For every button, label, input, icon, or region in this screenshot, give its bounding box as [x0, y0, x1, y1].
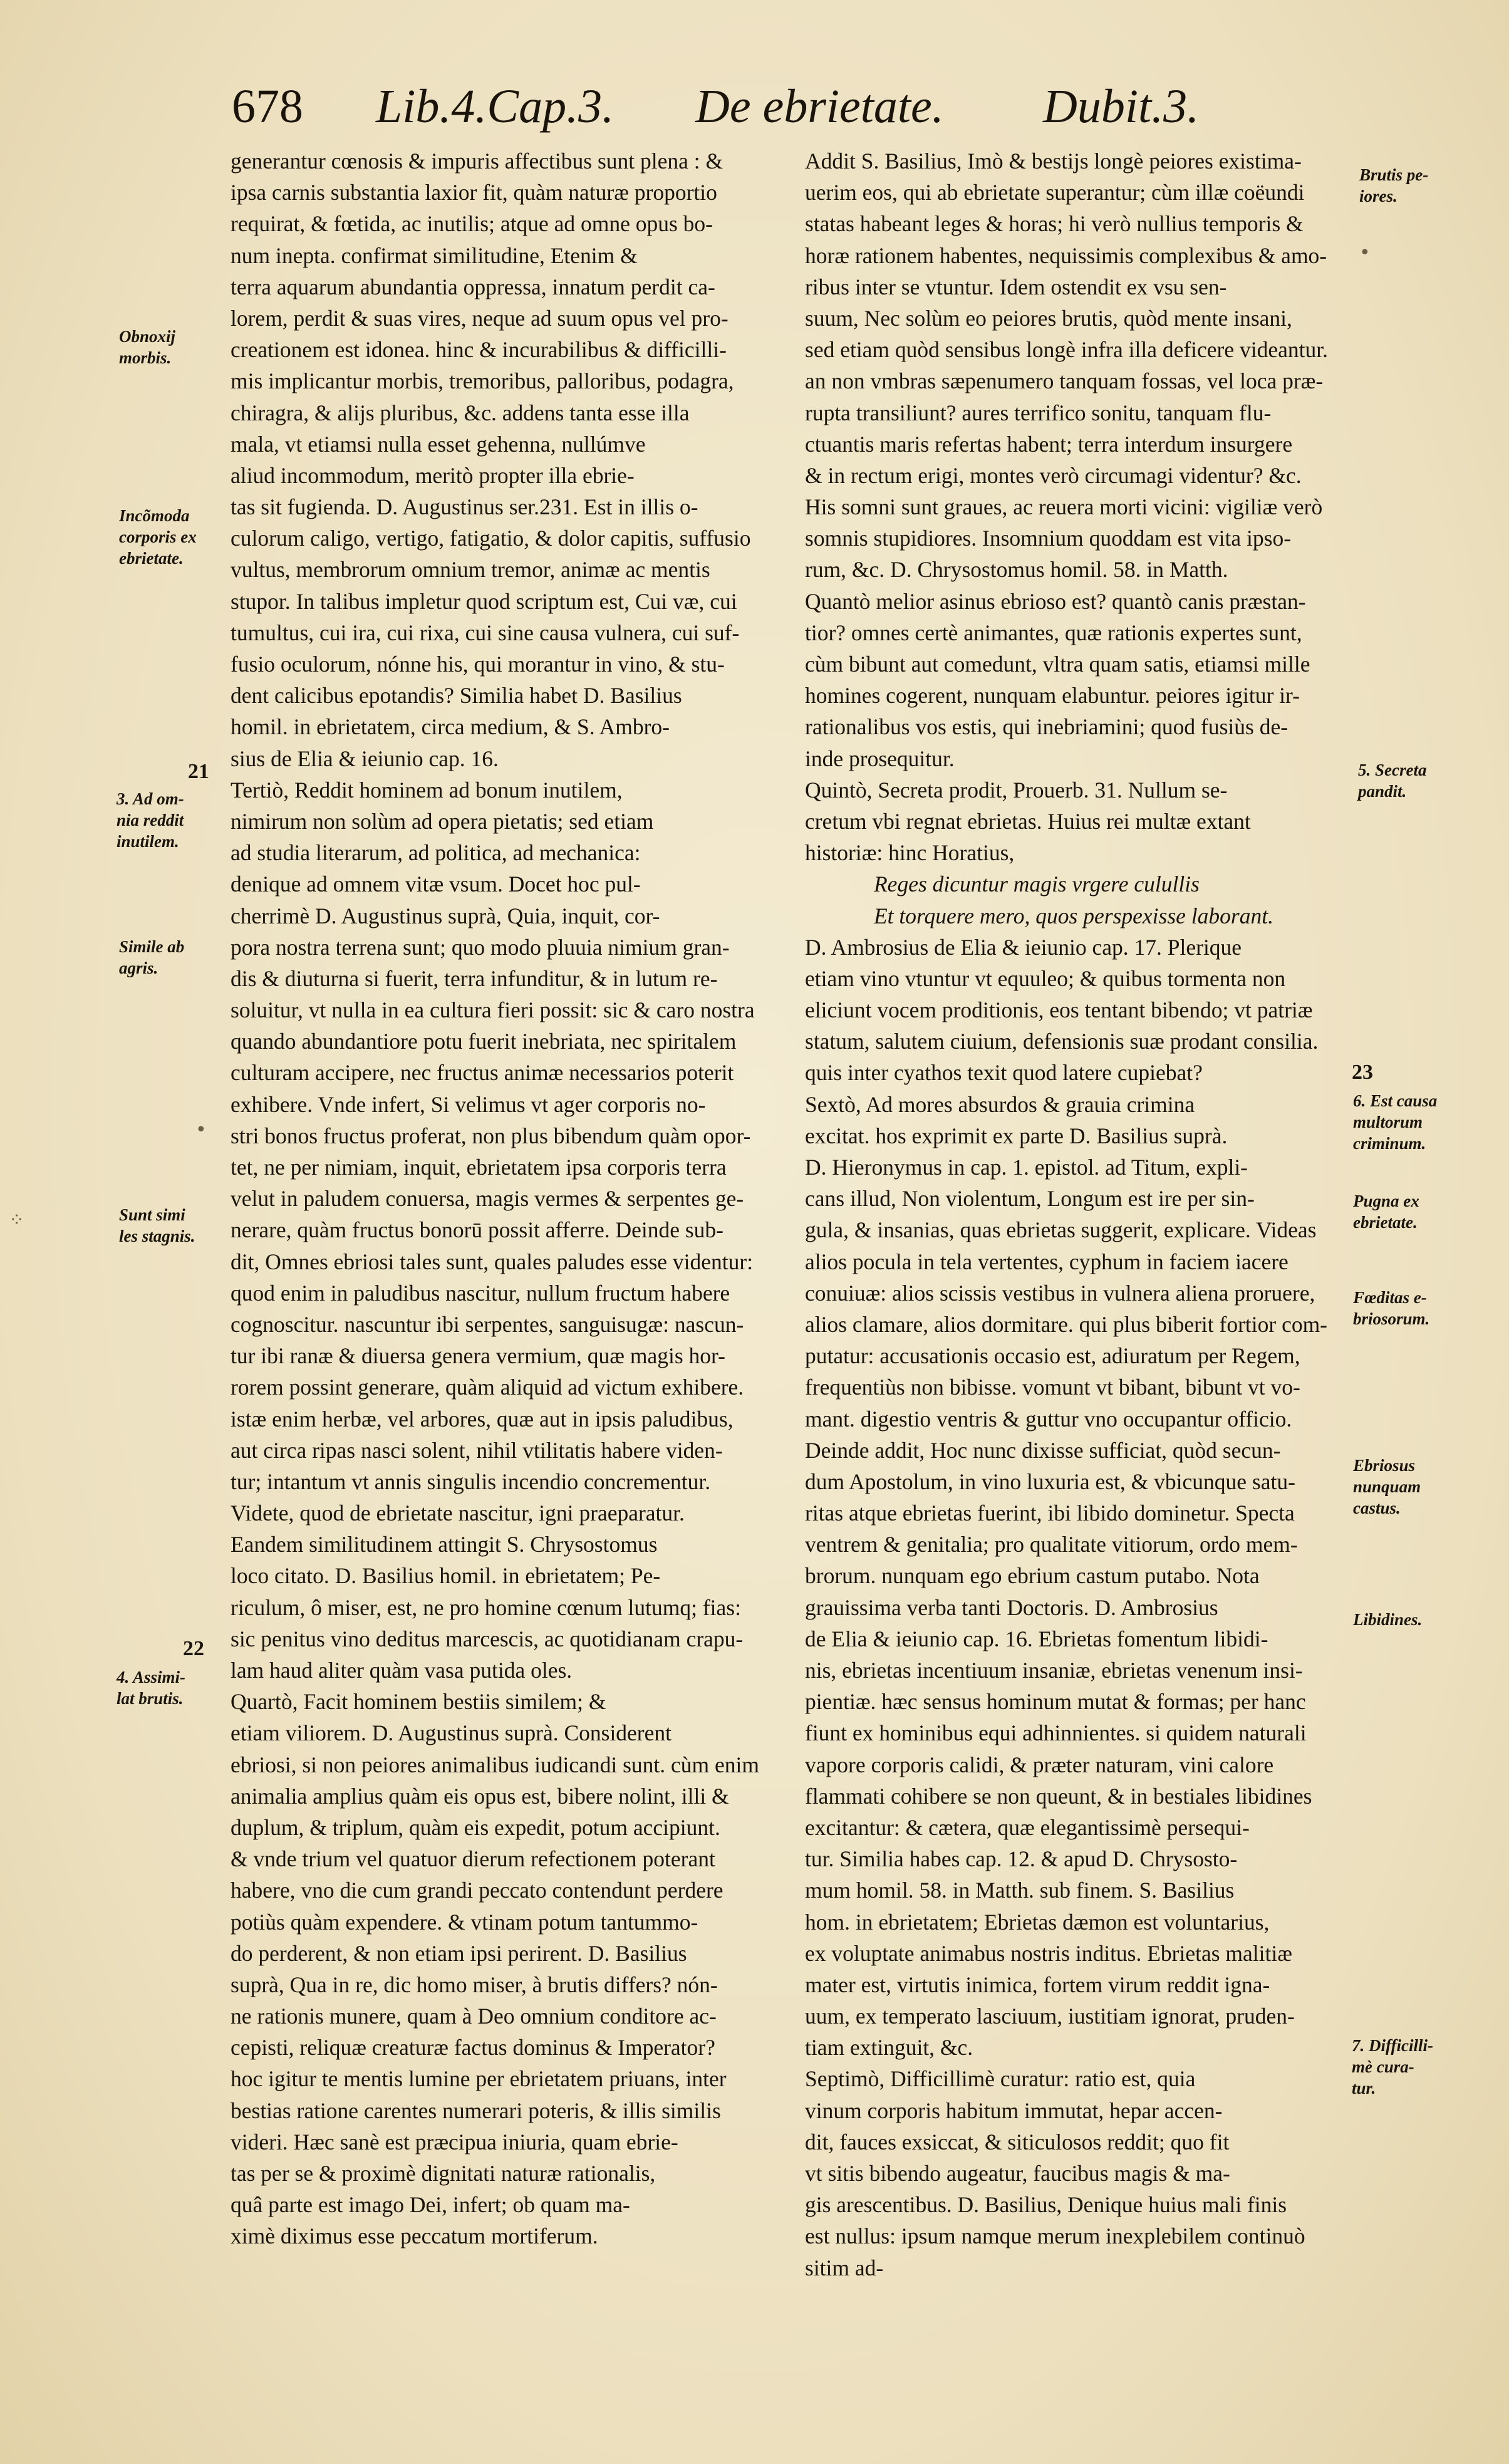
text-line: ximè diximus esse peccatum mortiferum. — [231, 2223, 598, 2249]
text-line: vt sitis bibendo augeatur, faucibus magis & ma- — [805, 2161, 1230, 2186]
text-line: ritas atque ebrietas fuerint, ibi libido dominetur. Specta — [805, 1500, 1295, 1526]
text-line: quod enim in paludibus nascitur, nullum fructum habere — [231, 1280, 730, 1306]
text-line: ex voluptate animabus nostris inditus. Ebrietas malitiæ — [805, 1940, 1292, 1966]
text-line: Reges dicuntur magis vrgere culullis — [874, 871, 1200, 897]
text-line: inde prosequitur. — [805, 746, 955, 771]
text-line: Deinde addit, Hoc nunc dixisse sufficiat, quòd secun- — [805, 1437, 1281, 1463]
text-line: brorum. nunquam ego ebrium castum putabo. Nota — [805, 1563, 1260, 1589]
text-line: Quartò, Facit hominem bestiis similem; & — [231, 1689, 606, 1715]
text-line: tiam extinguit, &c. — [805, 2035, 973, 2061]
margin-note-incommoda: Incõmoda corporis ex ebrietate. — [119, 506, 197, 568]
text-line: culturam accipere, nec fructus animæ necessarios poterit — [231, 1060, 734, 1086]
text-line: alios pocula in tela vertentes, cyphum in faciem iacere — [805, 1249, 1289, 1274]
text-line: ne rationis munere, quam à Deo omnium conditore ac- — [231, 2004, 717, 2029]
text-line: alios clamare, alios dormitare. qui plus biberit fortior com- — [805, 1311, 1328, 1337]
text-line: num inepta. confirmat similitudine, Etenim & — [231, 242, 638, 268]
text-line: tur ibi ranæ & diuersa genera vermium, quæ magis hor- — [231, 1343, 725, 1369]
text-line: tas per se & proximè dignitati naturæ rationalis, — [231, 2161, 656, 2186]
margin-note-ebriosus: Ebriosus nunquam castus. — [1353, 1456, 1421, 1517]
text-line: riculum, ô miser, est, ne pro homine cœnum lutumq; fias: — [231, 1594, 741, 1620]
text-line: cepisti, reliquæ creaturæ factus dominus & Imperator? — [231, 2035, 715, 2061]
margin-note-foeditas: Fœditas e- briosorum. — [1353, 1288, 1430, 1328]
text-line: Sextò, Ad mores absurdos & grauia crimina — [805, 1091, 1195, 1117]
print-fleck: ⁘ — [9, 1209, 25, 1231]
text-line: homines cogerent, nunquam elabuntur. peiores igitur ir- — [805, 683, 1300, 709]
text-line: excitantur: & cætera, quæ elegantissimè persequi- — [805, 1814, 1250, 1840]
text-line: vinum corporis habitum immutat, hepar accen- — [805, 2098, 1223, 2123]
text-line: lam haud aliter quàm vasa putida oles. — [231, 1658, 573, 1683]
text-line: His somni sunt graues, ac reuera morti vicini: vigiliæ verò — [805, 494, 1323, 520]
margin-note-obnoxii: Obnoxij morbis. — [119, 327, 176, 367]
text-line: ribus inter se vtuntur. Idem ostendit ex vsu sen- — [805, 274, 1227, 299]
text-line: istæ enim herbæ, vel arbores, quæ aut in ipsis paludibus, — [231, 1406, 734, 1432]
text-line: fiunt ex hominibus equi adhinnientes. si quidem naturali — [805, 1720, 1307, 1746]
text-line: dit, fauces exsiccat, & siticulosos reddit; quo fit — [805, 2129, 1230, 2155]
margin-note-simile-agris: Simile ab agris. — [119, 937, 185, 977]
text-line: mala, vt etiamsi nulla esset gehenna, nullúmve — [231, 431, 646, 457]
text-line: nerare, quàm fructus bonorū possit afferre. Deinde sub- — [231, 1217, 723, 1243]
text-line: velut in paludem conuersa, magis vermes & serpentes ge- — [231, 1186, 744, 1212]
right-text-column — [805, 145, 1350, 2284]
text-line: grauissima verba tanti Doctoris. D. Ambrosius — [805, 1594, 1218, 1620]
text-line: putatur: accusationis occasio est, adiuratum per Regem, — [805, 1343, 1300, 1369]
section-number-23: 23 — [1352, 1061, 1373, 1084]
text-line: lorem, perdit & suas vires, neque ad suum opus vel pro- — [231, 305, 729, 331]
text-line: generantur cœnosis & impuris affectibus sunt plena : & — [231, 148, 723, 174]
running-header — [232, 75, 1397, 144]
text-line: videri. Hæc sanè est præcipua iniuria, quam ebrie- — [231, 2129, 678, 2155]
text-line: mater est, virtutis inimica, fortem virum reddit igna- — [805, 1972, 1270, 1997]
text-line: flammati cohibere se non queunt, & in bestiales libidines — [805, 1783, 1312, 1809]
text-line: requirat, & fœtida, ac inutilis; atque ad omne opus bo- — [231, 211, 713, 237]
running-title: De ebrietate. — [695, 80, 944, 133]
text-line: exhibere. Vnde infert, Si velimus vt ager corporis no- — [231, 1091, 706, 1117]
margin-note-libidines: Libidines. — [1353, 1610, 1423, 1629]
text-line: Videte, quod de ebrietate nascitur, igni praeparatur. — [231, 1500, 685, 1526]
text-line: rationalibus vos estis, qui inebriamini; quod fusiùs de- — [805, 714, 1289, 740]
text-line: rum, &c. D. Chrysostomus homil. 58. in Matth. — [805, 557, 1228, 583]
text-line: dit, Omnes ebriosi tales sunt, quales paludes esse videntur: — [231, 1249, 754, 1274]
text-line: duplum, & triplum, quàm eis expedit, potum accipiunt. — [231, 1814, 720, 1840]
text-line: suprà, Qua in re, dic homo miser, à brutis differs? nón- — [231, 1972, 718, 1997]
text-line: homil. in ebrietatem, circa medium, & S. Ambro- — [231, 714, 670, 740]
text-line: uerim eos, qui ab ebrietate superantur; cùm illæ coëundi — [805, 180, 1305, 205]
section-number-22: 22 — [183, 1637, 204, 1660]
text-line: cans illud, Non violentum, Longum est ire per sin- — [805, 1186, 1255, 1212]
text-line: soluitur, vt nulla in ea cultura fieri possit: sic & caro nostra — [231, 997, 755, 1023]
text-line: sitim ad- — [805, 2255, 884, 2280]
text-line: gula, & insanias, quas ebrietas suggerit, explicare. Videas — [805, 1217, 1317, 1243]
text-line: horæ rationem habentes, nequissimis complexibus & amo- — [805, 242, 1327, 268]
text-line: cretum vbi regnat ebrietas. Huius rei multæ extant — [805, 808, 1251, 834]
text-line: de Elia & ieiunio cap. 16. Ebrietas fomentum libidi- — [805, 1626, 1268, 1651]
text-line: ventrem & genitalia; pro qualitate vitiorum, ordo mem- — [805, 1532, 1298, 1557]
text-line: sed etiam quòd sensibus longè infra illa deficere videantur. — [805, 337, 1328, 363]
text-line: eliciunt vocem proditionis, eos tentant bibendo; vt patriæ — [805, 997, 1313, 1023]
text-line: hom. in ebrietatem; Ebrietas dæmon est voluntarius, — [805, 1909, 1270, 1935]
text-line: fusio oculorum, nónne his, qui morantur in vino, & stu- — [231, 652, 725, 677]
text-line: quando abundantiore potu fuerit inebriata, nec spiritalem — [231, 1029, 737, 1054]
margin-note-difficillime: 7. Difficilli- mè cura- tur. — [1352, 2036, 1433, 2098]
text-line: Septimò, Difficillimè curatur: ratio est, quia — [805, 2066, 1196, 2092]
text-line: cùm bibunt aut comedunt, vltra quam satis, etiamsi mille — [805, 652, 1310, 677]
chapter-reference: Lib.4.Cap.3. — [376, 80, 614, 133]
text-line: tumultus, cui ira, cui rixa, cui sine causa vulnera, cui suf- — [231, 620, 740, 645]
text-line: ad studia literarum, ad politica, ad mechanica: — [231, 840, 641, 866]
text-line: somnis stupidiores. Insomnium quoddam est vita ipso- — [805, 526, 1292, 551]
page-number: 678 — [232, 80, 303, 133]
text-line: pientiæ. hæc sensus hominum mutat & formas; per hanc — [805, 1689, 1306, 1715]
text-line: ctuantis maris refertas habent; terra interdum insurgere — [805, 431, 1293, 457]
text-line: mis implicantur morbis, tremoribus, palloribus, podagra, — [231, 368, 734, 394]
text-line: nimirum non solùm ad opera pietatis; sed etiam — [231, 808, 654, 834]
margin-note-inutilem: 3. Ad om- nia reddit inutilem. — [117, 789, 184, 851]
text-line: statum, salutem ciuium, defensionis suæ prodant consilia. — [805, 1029, 1319, 1054]
text-line: do perderent, & non etiam ipsi perirent. D. Basilius — [231, 1940, 687, 1966]
text-line: suum, Nec solùm eo peiores brutis, quòd mente insani, — [805, 305, 1292, 331]
text-line: sius de Elia & ieiunio cap. 16. — [231, 746, 499, 771]
text-line: quâ parte est imago Dei, infert; ob quam ma- — [231, 2192, 630, 2218]
text-line: tas sit fugienda. D. Augustinus ser.231. Est in illis o- — [231, 494, 698, 520]
text-line: an non vmbras sæpenumero tanquam fossas, vel loca præ- — [805, 368, 1324, 394]
text-line: conuiuæ: alios scissis vestibus in vulnera aliena proruere, — [805, 1280, 1315, 1306]
text-line: uum, ex temperato lasciuum, iustitiam ignorat, pruden- — [805, 2004, 1295, 2029]
text-line: tur; intantum vt annis singulis incendio concrementur. — [231, 1469, 711, 1494]
text-line: terra aquarum abundantia oppressa, innatum perdit ca- — [231, 274, 715, 299]
text-line: animalia amplius quàm eis opus est, bibere nolint, illi & — [231, 1783, 729, 1809]
text-line: ipsa carnis substantia laxior fit, quàm naturæ proportio — [231, 180, 717, 205]
margin-note-stagnis: Sunt simi les stagnis. — [119, 1205, 195, 1245]
text-line: dis & diuturna si fuerit, terra infunditur, & in lutum re- — [231, 965, 718, 991]
margin-note-brutis-peiores: Brutis pe- iores. — [1359, 165, 1429, 205]
text-line: Quantò melior asinus ebrioso est? quantò canis præstan- — [805, 588, 1306, 614]
margin-note-secreta: 5. Secreta pandit. — [1358, 761, 1427, 801]
text-line: D. Hieronymus in cap. 1. epistol. ad Titum, expli- — [805, 1155, 1248, 1180]
text-line: vultus, membrorum omnium tremor, animæ ac mentis — [231, 557, 710, 583]
print-fleck: • — [195, 1119, 207, 1141]
text-line: etiam viliorem. D. Augustinus suprà. Considerent — [231, 1720, 672, 1746]
text-line: statas habeant leges & horas; hi verò nullius temporis & — [805, 211, 1304, 237]
text-line: dum Apostolum, in vino luxuria est, & vbicunque satu- — [805, 1469, 1295, 1494]
text-line: Tertiò, Reddit hominem ad bonum inutilem, — [231, 777, 623, 803]
margin-note-pugna: Pugna ex ebrietate. — [1353, 1192, 1419, 1232]
text-line: & in rectum erigi, montes verò circumagi videntur? &c. — [805, 462, 1302, 488]
text-line: quis inter cyathos texit quod latere cupiebat? — [805, 1060, 1203, 1086]
text-line: potiùs quàm expendere. & vtinam potum tantummo- — [231, 1909, 698, 1935]
text-line: pora nostra terrena sunt; quo modo pluuia nimium gran- — [231, 934, 730, 960]
text-line: ebriosi, si non peiores animalibus iudicandi sunt. cùm enim — [231, 1752, 759, 1777]
text-line: mant. digestio ventris & guttur vno occupantur officio. — [805, 1406, 1292, 1432]
text-line: tet, ne per nimiam, inquit, ebrietatem ipsa corporis terra — [231, 1155, 727, 1180]
text-line: mum homil. 58. in Matth. sub finem. S. Basilius — [805, 1878, 1235, 1903]
text-line: hoc igitur te mentis lumine per ebrietatem priuans, inter — [231, 2066, 727, 2092]
text-line: habere, vno die cum grandi peccato contendunt perdere — [231, 1878, 723, 1903]
text-line: stupor. In talibus impletur quod scriptum est, Cui væ, cui — [231, 588, 737, 614]
text-line: stri bonos fructus proferat, non plus bibendum quàm opor- — [231, 1123, 751, 1148]
text-line: Addit S. Basilius, Imò & bestijs longè peiores existima- — [805, 148, 1302, 174]
text-line: cognoscitur. nascuntur ibi serpentes, sanguisugæ: nascun- — [231, 1311, 744, 1337]
text-line: tior? omnes certè animantes, quæ rationis expertes sunt, — [805, 620, 1302, 645]
text-line: Quintò, Secreta prodit, Prouerb. 31. Nullum se- — [805, 777, 1228, 803]
text-line: rupta transiliunt? aures terrifico sonitu, tanquam flu- — [805, 400, 1272, 425]
text-line: historiæ: hinc Horatius, — [805, 840, 1015, 866]
section-number-21: 21 — [188, 760, 209, 783]
text-line: Eandem similitudinem attingit S. Chrysostomus — [231, 1532, 658, 1557]
text-line: aliud incommodum, meritò propter illa ebrie- — [231, 462, 635, 488]
text-line: excitat. hos exprimit ex parte D. Basilius suprà. — [805, 1123, 1228, 1148]
text-line: D. Ambrosius de Elia & ieiunio cap. 17. Plerique — [805, 934, 1242, 960]
text-line: bestias ratione carentes numerari poteris, & illis similis — [231, 2098, 721, 2123]
text-line: nis, ebrietas incentiuum insaniæ, ebrietas venenum insi- — [805, 1658, 1303, 1683]
text-line: dent calicibus epotandis? Similia habet D. Basilius — [231, 683, 682, 709]
text-line: aut circa ripas nasci solent, nihil vtilitatis habere viden- — [231, 1437, 723, 1463]
text-line: tur. Similia habes cap. 12. & apud D. Chrysosto- — [805, 1846, 1238, 1872]
text-line: culorum caligo, vertigo, fatigatio, & dolor capitis, suffusio — [231, 526, 751, 551]
text-line: gis arescentibus. D. Basilius, Denique huius mali finis — [805, 2192, 1287, 2218]
text-line: Et torquere mero, quos perspexisse laborant. — [874, 903, 1273, 928]
text-line: rorem possint generare, quàm aliquid ad victum exhibere. — [231, 1375, 744, 1400]
dubitatio-reference: Dubit.3. — [1043, 80, 1200, 133]
margin-note-crimina: 6. Est causa multorum criminum. — [1353, 1091, 1438, 1153]
text-line: loco citato. D. Basilius homil. in ebrietatem; Pe- — [231, 1563, 661, 1589]
text-line: cherrimè D. Augustinus suprà, Quia, inquit, cor- — [231, 903, 660, 928]
text-line: chiragra, & alijs pluribus, &c. addens tanta esse illa — [231, 400, 690, 425]
margin-note-brutis: 4. Assimi- lat brutis. — [117, 1668, 186, 1708]
text-line: etiam vino vtuntur vt equuleo; & quibus tormenta non — [805, 965, 1286, 991]
left-text-column — [231, 145, 775, 2252]
text-line: est nullus: ipsum namque merum inexplebilem continuò — [805, 2223, 1305, 2249]
text-line: & vnde trium vel quatuor dierum refectionem poterant — [231, 1846, 715, 1872]
text-line: sic penitus vino deditus marcescis, ac quotidianam crapu- — [231, 1626, 744, 1651]
text-line: denique ad omnem vitæ vsum. Docet hoc pul- — [231, 871, 641, 897]
text-line: vapore corporis calidi, & præter naturam, vini calore — [805, 1752, 1274, 1777]
text-line: creationem est idonea. hinc & incurabilibus & difficilli- — [231, 337, 727, 363]
print-fleck: • — [1359, 242, 1371, 264]
text-line: frequentiùs non bibisse. vomunt vt bibant, bibunt vt vo- — [805, 1375, 1300, 1400]
